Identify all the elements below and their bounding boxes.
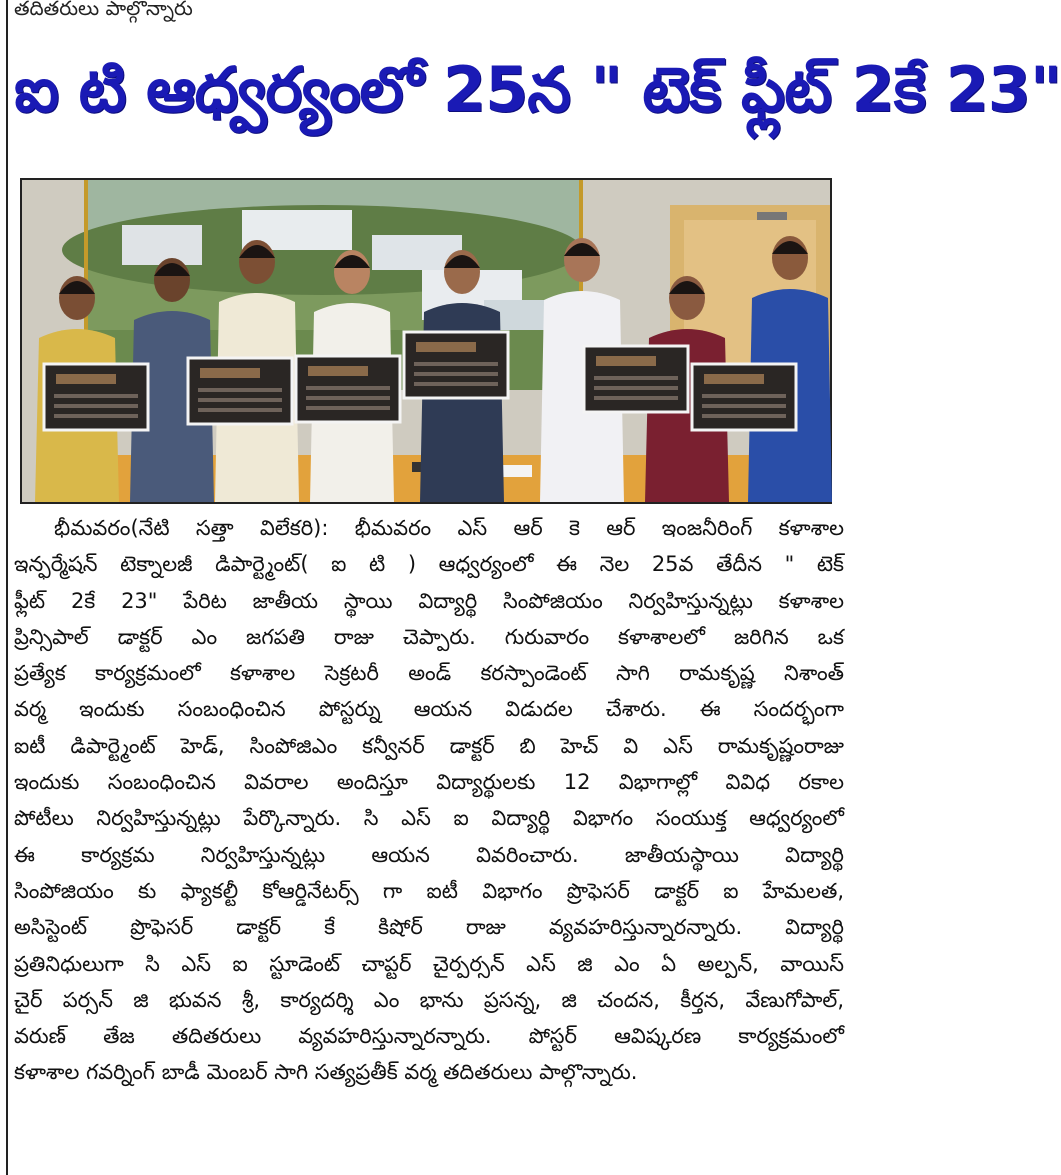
article-line: ప్రతినిధులుగా సి ఎస్ ఐ స్టూడెంట్ చాప్టర్ చైర్పర్సన్ ఎస్ జి ఎం ఏ అల్పన్, వాయిస్: [14, 951, 844, 976]
article-line: పోటీలు నిర్వహిస్తున్నట్లు పేర్కొన్నారు. సి ఎస్ ఐ విద్యార్థి విభాగం సంయుక్త ఆధ్వర్యంలో: [14, 806, 844, 831]
article-line: ఐటీ డిపార్ట్మెంట్ హెడ్, సింపోజిఎం కన్వీనర్ డాక్టర్ బి హెచ్ వి ఎస్ రామకృష్ణంరాజు: [14, 733, 844, 758]
article-line: సింపోజియం కు ఫ్యాకల్టీ కోఆర్డినేటర్స్ గా ఐటీ విభాగం ప్రొఫెసర్ డాక్టర్ ఐ హేమలత,: [14, 878, 844, 903]
article-line: ప్రిన్సిపాల్ డాక్టర్ ఎం జగపతి రాజు చెప్పారు. గురువారం కళాశాలలో జరిగిన ఒక: [14, 624, 844, 649]
event-poster: [404, 332, 508, 398]
article-line: భీమవరం(నేటి సత్తా విలేకరి): భీమవరం ఎస్ ఆర్ కె ఆర్ ఇంజనీరింగ్ కళాశాల: [54, 516, 844, 540]
news-photo: [20, 178, 832, 504]
article-line: ఈ కార్యక్రమ నిర్వహిస్తున్నట్లు ఆయన వివరించారు. జాతీయస్థాయి విద్యార్థి: [14, 842, 844, 867]
article-line: చైర్ పర్సన్ జి భువన శ్రీ, కార్యదర్శి ఎం భాను ప్రసన్న, జి చందన, కీర్తన, వేణుగోపాల్,: [14, 987, 844, 1012]
article-line: వర్మ ఇందుకు సంబంధించిన పోస్టర్ను ఆయన విడుదల చేశారు. ఈ సందర్భంగా: [14, 697, 844, 722]
article-line: ప్రత్యేక కార్యక్రమంలో కళాశాల సెక్రటరీ అండ్ కరస్పాండెంట్ సాగి రామకృష్ణ నిశాంత్: [14, 661, 844, 686]
event-poster: [296, 356, 400, 422]
article-line: ఫ్లీట్ 2కే 23" పేరిట జాతీయ స్థాయి విద్యార్థి సింపోజియం నిర్వహిస్తున్నట్లు కళాశాల: [14, 588, 844, 613]
event-poster: [584, 346, 688, 412]
article-line: వరుణ్ తేజ తదితరులు వ్యవహరిస్తున్నారన్నారు. పోస్టర్ ఆవిష్కరణ కార్యక్రమంలో: [14, 1024, 844, 1049]
event-poster: [188, 358, 292, 424]
event-poster: [44, 364, 148, 430]
article-line: ఇందుకు సంబంధించిన వివరాల అందిస్తూ విద్యార్థులకు 12 విభాగాల్లో వివిధ రకాల: [14, 770, 844, 795]
headline: ఐ టి ఆధ్వర్యంలో 25న " టెక్ ఫ్లీట్ 2కే 23": [14, 53, 1061, 126]
article-line: అసిస్టెంట్ ప్రొఫెసర్ డాక్టర్ కే కిషోర్ రాజు వ్యవహరిస్తున్నారన్నారు. విద్యార్థి: [14, 915, 844, 940]
article-line: కళాశాల గవర్నింగ్ బాడీ మెంబర్ సాగి సత్యప్రతీక్ వర్మ తదితరులు పాల్గొన్నారు.: [14, 1060, 638, 1085]
continued-text-strip: తదితరులు పాల్గొన్నారు: [14, 0, 193, 20]
article-body: [14, 510, 844, 1091]
article-line: ఇన్ఫర్మేషన్ టెక్నాలజీ డిపార్ట్మెంట్( ఐ టి ) ఆధ్వర్యంలో ఈ నెల 25వ తేదీన " టెక్: [14, 552, 844, 577]
event-poster: [692, 364, 796, 430]
photo-illustration: [22, 180, 830, 502]
left-column-rule: [6, 0, 8, 1175]
